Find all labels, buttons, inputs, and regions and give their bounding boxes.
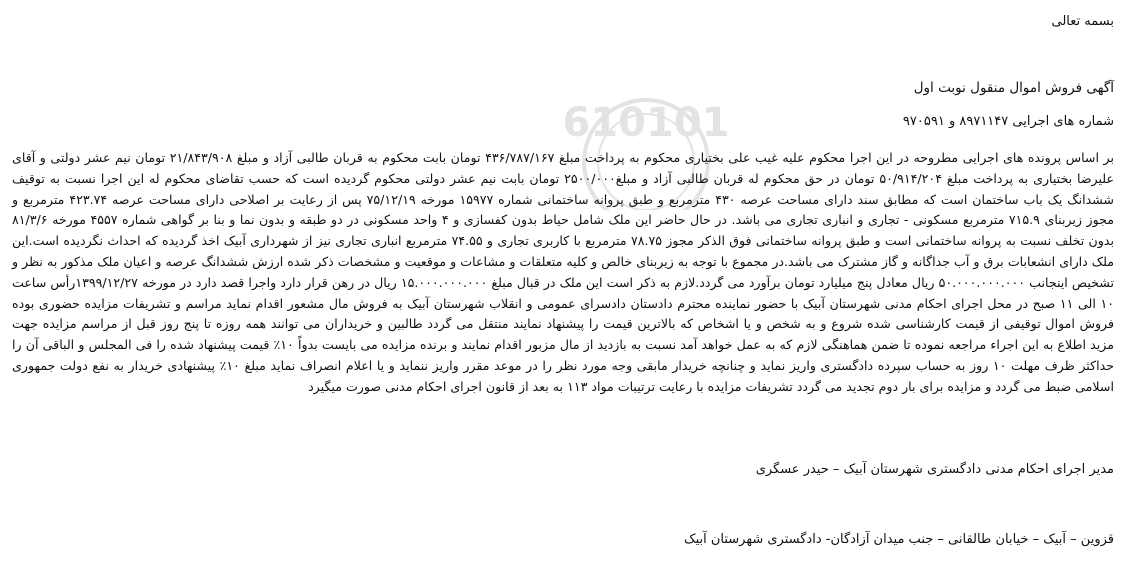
basmala: بسمه تعالی: [1051, 14, 1114, 29]
watermark-number: 610101: [562, 100, 730, 146]
case-numbers: شماره های اجرایی ۸۹۷۱۱۴۷ و ۹۷۰۵۹۱: [902, 114, 1114, 129]
notice-body: بر اساس پرونده های اجرایی مطروحه در این اجرا محکوم علیه غیب علی بختیاری محکوم به پرداخت مبلغ ۴۳۶/۷۸۷/۱۶۷ تومان بابت محکوم به قربان طالبی آزاد و مبلغ ۲۱/۸۴۳/۹۰۸ تومان نیم عشر دولتی و آقای علیرضا بختیاری به پرداخت مبلغ ۵۰/۹۱۴/۲۰۴ تومان در حق محکوم له قربان طالبی آزاد و مبلغ۲۵۰۰/۰۰۰ تومان بابت نیم عشر دولتی محکوم گردیده است که حسب تقاضای محکوم له این اجرا نسبت به توقیف ششدانگ یک باب ساختمان است که مطابق سند دارای مساحت عرصه ۴۳۰ مترمربع و طبق پروانه ساختمانی شماره ۱۵۹۷۷ مورخه ۷۵/۱۲/۱۹ پس از رعایت بر اصلاحی دارای مساحت عرصه ۴۲۳.۷۴ مترمربع و مجوز زیربنای ۷۱۵.۹ مترمربع مسکونی - تجاری و انباری تجاری می باشد. در حال حاضر این ملک شامل حیاط بدون کفسازی و ۴ واحد مسکونی در دو طبقه و بدون نما و بنا بر گواهی شماره ۴۵۵۷ مورخه ۸۱/۳/۶ بدون تخلف نسبت به پروانه ساختمانی است و طبق پروانه ساختمانی فوق الذکر مجوز ۷۸.۷۵ مترمربع با کاربری تجاری و ۷۴.۵۵ مترمربع انباری تجاری نیز از شهرداری آبیک اخذ گردیده که احداث نگردیده است.این ملک دارای انشعابات برق و آب جداگانه و گاز مشترک می باشد.در مجموع با توجه به زیربنای خالص و کلیه متعلقات و مشاعات و موقعیت و مشخصات ذکر شده ارزش ششدانگ عرصه و اعیان ملک مذکور به نظر و تشخیص اینجانب ۵۰.۰۰۰.۰۰۰.۰۰۰ ریال معادل پنج میلیارد تومان برآورد می گردد.لازم به ذکر است این ملک در قبال مبلغ ۱۵.۰۰۰.۰۰۰.۰۰۰ ریال در رهن قرار دارد واجرا قصد دارد در مورخه ۱۳۹۹/۱۲/۲۷رأس ساعت ۱۰ الی ۱۱ صبح در محل اجرای احکام مدنی شهرستان آبیک با حضور نماینده محترم دادستان دادسرای عمومی و انقلاب شهرستان آبیک به فروش مال مشعور اقدام نماید مراسم و تشریفات مزایده حضوری بوده فروش اموال توقیفی از قیمت کارشناسی شده شروع و به شخص و یا اشخاص که بالاترین قیمت را پیشنهاد نمایند منتقل می گردد طالبین و خریداران می توانند همه روزه تا پنج روز قبل از مراسم مزایده جهت مزید اطلاع به این اجراء مراجعه نموده تا ضمن هماهنگی لازم که به عمل خواهد آمد نسبت به بازدید از مال مزبور اقدام نمایند و برنده مزایده می بایست بدواً ۱۰٪ قیمت پیشنهاد شده را فی المجلس و الباقی آن را حداکثر ظرف مهلت ۱۰ روز به حساب سپرده دادگستری واریز نماید و چنانچه خریدار مابقی وجه مورد نظر را در موعد مقرر واریز ننماید و یا اعلام انصراف نماید مبلغ ۱۰٪ پیشنهادی خریدار به نفع دولت جمهوری اسلامی ضبط می گردد و مزایده برای بار دوم تجدید می گردد تشریفات مزایده با رعایت ترتیبات مواد ۱۱۳ به بعد از قانون اجرای احکام مدنی صورت میگیرد: [12, 150, 1115, 394]
notice-title: آگهی فروش اموال منقول نوبت اول: [913, 80, 1114, 96]
signature-line: مدیر اجرای احکام مدنی دادگستری شهرستان آبیک – حیدر عسگری: [755, 462, 1114, 477]
address-line: قزوین – آبیک – خیابان طالقانی – جنب میدان آزادگان- دادگستری شهرستان آبیک: [683, 532, 1114, 547]
